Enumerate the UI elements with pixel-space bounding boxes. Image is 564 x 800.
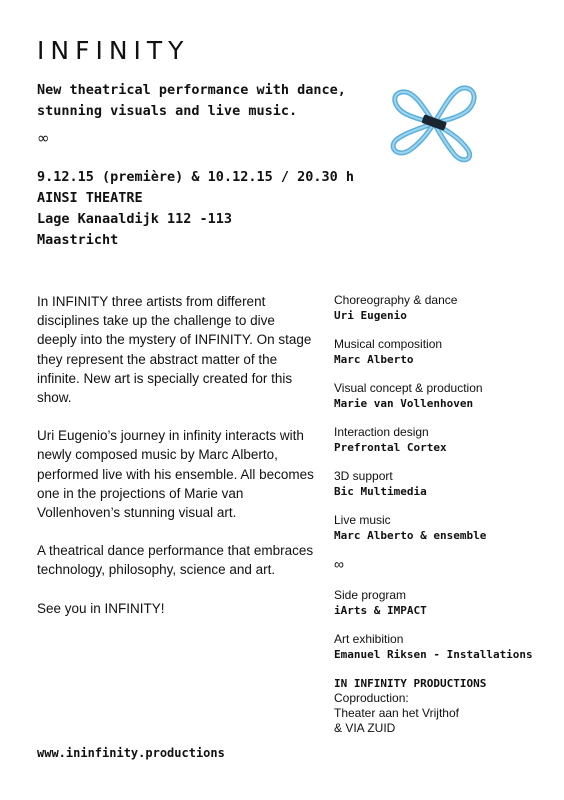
tagline — [37, 80, 346, 122]
credit-item — [334, 381, 559, 411]
credit-name: Marc Alberto & ensemble — [334, 529, 487, 542]
credit-item — [334, 469, 559, 499]
art-exhibition — [334, 632, 559, 662]
event-dates: 9.12.15 (première) & 10.12.15 / 20.30 h — [37, 169, 354, 185]
credit-role: Art exhibition — [334, 632, 404, 646]
infinity-ribbon-icon — [384, 78, 484, 168]
page-title: INFINITY — [37, 36, 190, 65]
event-venue: AINSI THEATRE — [37, 190, 143, 206]
credit-role: Visual concept & production — [334, 381, 483, 395]
side-program — [334, 588, 559, 618]
event-info — [37, 167, 354, 251]
credit-role: Side program — [334, 588, 407, 602]
credit-item — [334, 425, 559, 455]
credit-role: 3D support — [334, 469, 393, 483]
infinity-symbol: ∞ — [37, 129, 50, 147]
credit-name: Emanuel Riksen - Installations — [334, 648, 533, 661]
credit-name: Marc Alberto — [334, 353, 414, 366]
description — [37, 292, 317, 637]
credit-item — [334, 513, 559, 543]
tagline-line: New theatrical performance with dance, — [37, 82, 346, 98]
infinity-symbol: ∞ — [334, 556, 344, 572]
credit-role: Choreography & dance — [334, 293, 458, 307]
credit-name: Uri Eugenio — [334, 309, 407, 322]
coproduction-partner: & VIA ZUID — [334, 721, 396, 735]
event-address: Lage Kanaaldijk 112 -113 — [37, 211, 233, 227]
description-paragraph: Uri Eugenio’s journey in infinity interacts with newly composed music by Marc Alberto, performed live with his ensemble. All becomes one in the projections of Marie van Vollenhoven’s stunning visual art. — [37, 428, 314, 521]
credit-role: Live music — [334, 513, 391, 527]
description-paragraph: A theatrical dance performance that embraces technology, philosophy, science and art. — [37, 543, 314, 578]
production-info — [334, 676, 559, 736]
credit-name: iArts & IMPACT — [334, 604, 427, 617]
website-link[interactable]: www.ininfinity.productions — [37, 746, 225, 760]
credit-name: Marie van Vollenhoven — [334, 397, 474, 410]
credit-role: Interaction design — [334, 425, 429, 439]
coproduction-label: Coproduction: — [334, 691, 409, 705]
credit-item — [334, 293, 559, 323]
credits-column — [334, 293, 559, 736]
credit-item — [334, 337, 559, 367]
production-company: IN INFINITY PRODUCTIONS — [334, 677, 487, 690]
credit-name: Prefrontal Cortex — [334, 441, 447, 454]
credit-name: Bic Multimedia — [334, 485, 427, 498]
description-paragraph: See you in INFINITY! — [37, 600, 165, 616]
event-city: Maastricht — [37, 232, 119, 248]
tagline-line: stunning visuals and live music. — [37, 103, 298, 119]
description-paragraph: In INFINITY three artists from different disciplines take up the challenge to dive deeply into the mystery of INFINITY. On stage they represent the abstract matter of the infinite. New art is specially created for this show. — [37, 294, 312, 406]
coproduction-partner: Theater aan het Vrijthof — [334, 706, 459, 720]
credit-role: Musical composition — [334, 337, 443, 351]
